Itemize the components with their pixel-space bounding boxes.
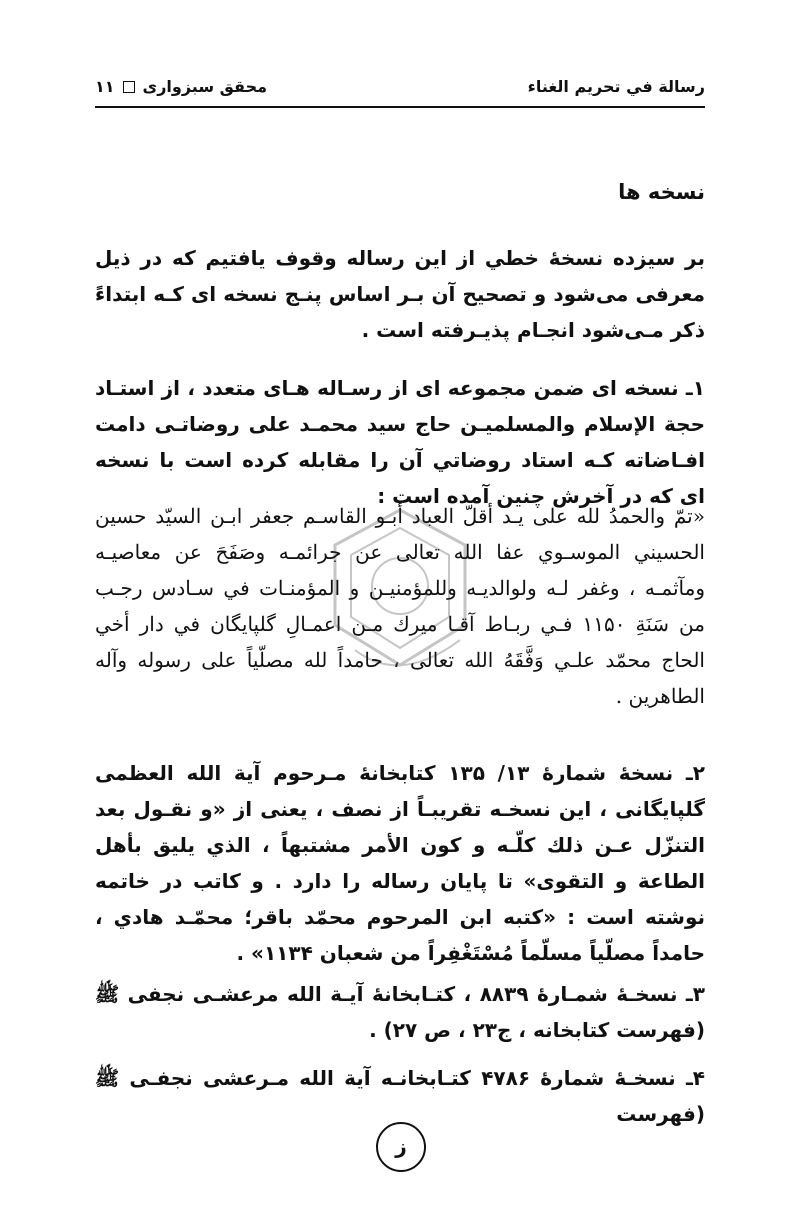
header-left-group [95,72,267,102]
copy-3-text: ۳ـ نسخـهٔ شمـارهٔ ۸۸۳۹ ، کتـابخانهٔ آیـة الله مرعشـی نجفی ﷺ (فهرست کتابخانه ، ج۲۳ ، ص ۲۷) . [95,982,705,1042]
copy-4-text: ۴ـ نسخـهٔ شمارهٔ ۴۷۸۶ کتـابخانـه آیة الله مـرعشی نجفـی ﷺ (فهرست [95,1066,706,1126]
book-title: رسالة في تحريم الغناء [527,77,705,96]
copy-1-text: ۱ـ نسخه ای ضمن مجموعه ای از رسـاله هـای متعدد ، از استـاد حجة الإسلام والمسلمیـن حاج سید محمـد علی روضاتـی دامت افـاضاته کـه استاد روضاتي آن را مقابله کرده است با نسخه ای که در آخرش چنین آمده است : [95,376,705,508]
copy-3-paragraph [95,976,705,1048]
author-name: محقق سبزواری [142,77,267,96]
separator-square-icon [123,81,135,93]
copy-1-quote-text: «تمّ والحمدُ لله على يـد أقلّ العباد أبـو القاسـم جعفر ابـن السيّد حسين الحسيني الموسـوي عفا الله تعالى عن جرائمـه وصَفَحَ عن معاصيـه ومآثمـه ، وغفر لـه ولوالديـه وللمؤمنيـن و المؤمنـات في سـادس رجـب من سَنَةِ ۱۱۵۰ فـي ربـاط آقـا میرك مـن اعمـالِ گلپایگان في دار أخي الحاج محمّد علـي وَفَّقَهُ الله تعالى ، حامداً لله مصلّياً على رسوله وآله الطاهرين . [95,504,705,708]
header-divider [95,106,705,108]
copy-1-paragraph [95,370,705,514]
copy-1-colophon-quote [95,498,705,714]
running-header [95,72,705,102]
page-number-circle [376,1122,426,1172]
page-letter: ز [395,1134,407,1158]
header-page-number: ۱۱ [95,77,115,96]
intro-text: بر سیزده نسخهٔ خطي از این رساله وقوف یافتیم که در ذیل معرفی می‌شود و تصحیح آن بـر اساس پنـج نسخه ای کـه ابتداءً ذکر مـی‌شود انجـام پذیـرفته است . [95,246,705,342]
intro-paragraph [95,240,705,348]
copy-2-paragraph [95,755,705,971]
section-title: نسخه ها [618,180,705,204]
copy-2-text: ۲ـ نسخهٔ شمارهٔ ۱۳/ ۱۳۵ کتابخانهٔ مـرحوم آية الله العظمی گلپایگانی ، این نسخـه تقریبـاً از نصف ، یعنی از «و نقـول بعد التنزّل عـن ذلك كلّـه و كون الأمر مشتبهاً ، الذي يليق بأهل الطاعة و التقوى» تا پایان رساله را دارد . و کاتب در خاتمه نوشته است : «کتبه ابن المرحوم محمّد باقر؛ محمّـد هادي ، حامداً مصلّياً مسلّماً مُسْتَغْفِراً من شعبان ۱۱۳۴» . [95,761,705,965]
